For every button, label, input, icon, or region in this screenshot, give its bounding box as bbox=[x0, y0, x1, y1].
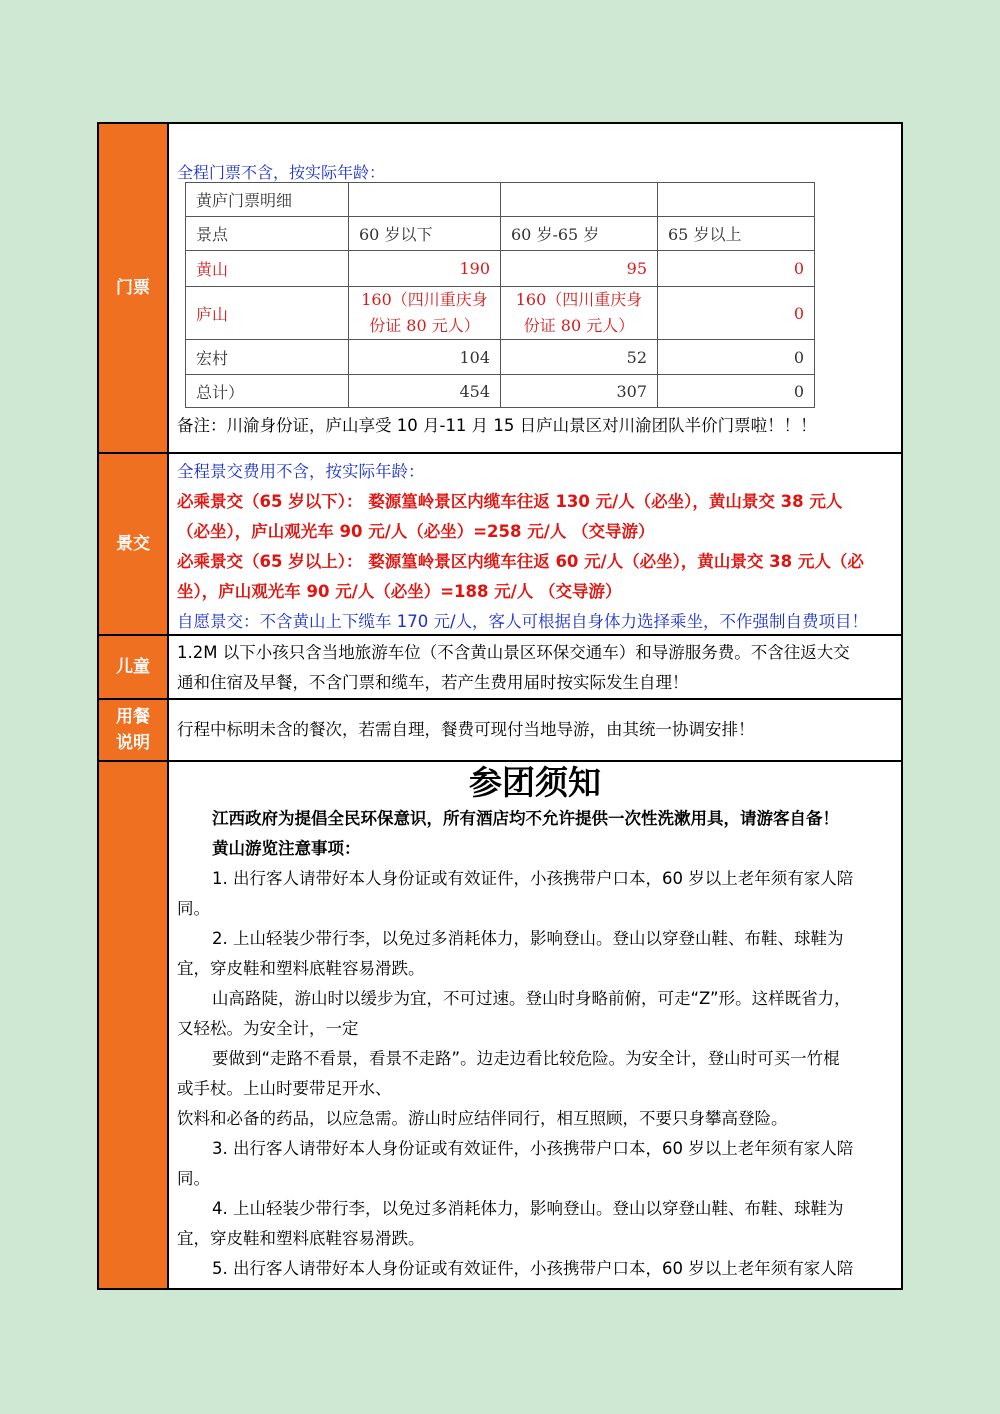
price-cell: 52 bbox=[501, 340, 658, 375]
table-row bbox=[186, 375, 815, 408]
ticket-label: 门票 bbox=[99, 124, 169, 452]
table-row bbox=[186, 340, 815, 375]
price-cell: 0 bbox=[658, 251, 815, 287]
transport-intro: 全程景交费用不含，按实际年龄： bbox=[177, 462, 425, 481]
notice-heading: 参团须知 bbox=[469, 763, 601, 802]
header-cell: 景点 bbox=[186, 217, 349, 251]
transport-label: 景交 bbox=[99, 454, 169, 634]
spot-cell: 总计） bbox=[186, 375, 349, 408]
table-row bbox=[186, 287, 815, 340]
price-cell: 0 bbox=[658, 340, 815, 375]
spot-cell: 宏村 bbox=[186, 340, 349, 375]
price-cell: 307 bbox=[501, 375, 658, 408]
children-row bbox=[99, 636, 901, 700]
table-title: 黄庐门票明细 bbox=[186, 183, 349, 217]
price-cell: 160（四川重庆身份证 80 元人） bbox=[501, 287, 658, 340]
header-cell: 60 岁-65 岁 bbox=[501, 217, 658, 251]
ticket-price-table bbox=[185, 182, 815, 408]
transport-over65: 必乘景交（65 岁以上）： 婺源篁岭景区内缆车往返 60 元/人（必坐），黄山景交 38 元人（必 坐），庐山观光车 90 元/人（必坐）=188 元/人 （交导游） bbox=[177, 552, 864, 601]
transport-under65: 必乘景交（65 岁以下）： 婺源篁岭景区内缆车往返 130 元/人（必坐），黄山景交 38 元人 （必坐），庐山观光车 90 元/人（必坐）=258 元/人 （交导游） bbox=[177, 492, 843, 541]
meals-label: 用餐 说明 bbox=[99, 700, 169, 760]
children-label: 儿童 bbox=[99, 636, 169, 698]
price-cell: 104 bbox=[349, 340, 501, 375]
meals-content: 行程中标明未含的餐次，若需自理，餐费可现付当地导游，由其统一协调安排！ bbox=[177, 720, 755, 739]
price-cell: 95 bbox=[501, 251, 658, 287]
huangshan-notice-title: 黄山游览注意事项： bbox=[212, 839, 361, 858]
ticket-note: 备注：川渝身份证，庐山享受 10 月-11 月 15 日庐山景区对川渝团队半价门票啦！！！ bbox=[177, 416, 817, 435]
notice-content: 参团须知 江西政府为提倡全民环保意识，所有酒店均不允许提供一次性洗漱用具，请游客自备！ 黄山游览注意事项： 1. 出行客人请带好本人身份证或有效证件，小孩携带户口本，60 岁以上老年须有家人陪 同。 2. 上山轻装少带行李，以免过多消耗体力，影响登山。登山以穿登山鞋、布鞋、球鞋为 宜，穿皮鞋和塑料底鞋容易滑跌。 山高路陡，游山时以缓步为宜，不可过速。登山时身略前俯，可走“Z”形。这样既省力， 又轻松。为安全计，一定 要做到“走路不看景，看景不走路”。边走边看比较危险。为安全计，登山时可买一竹棍 或手杖。上山时要带足开水、 饮料和必备的药品，以应急需。游山时应结伴同行，相互照顾，不要只身攀高登险。 3. 出行客人请带好本人身份证或有效证件，小孩携带户口本，60 岁以上老年须有家人陪 同。 4. 上山轻装少带行李，以免过多消耗体力，影响登山。登山以穿登山鞋、布鞋、球鞋为 宜，穿皮鞋和塑料底鞋容易滑跌。 5. 出行客人请带好本人身份证或有效证件，小孩携带户口本，60 岁以上老年须有家人陪 bbox=[169, 762, 901, 1288]
itinerary-table bbox=[97, 122, 903, 1290]
notice-row bbox=[99, 762, 901, 1288]
table-row bbox=[186, 251, 815, 287]
transport-content bbox=[169, 454, 901, 634]
notice-label bbox=[99, 762, 169, 1288]
ticket-intro: 全程门票不含，按实际年龄： bbox=[177, 163, 386, 182]
transport-optional: 自愿景交：不含黄山上下缆车 170 元/人，客人可根据自身体力选择乘坐，不作强制自费项目！ bbox=[177, 612, 869, 631]
meals-row bbox=[99, 700, 901, 762]
ticket-content bbox=[169, 124, 901, 452]
env-notice: 江西政府为提倡全民环保意识，所有酒店均不允许提供一次性洗漱用具，请游客自备！ bbox=[212, 809, 839, 828]
price-cell: 454 bbox=[349, 375, 501, 408]
price-cell: 0 bbox=[658, 375, 815, 408]
price-cell: 0 bbox=[658, 287, 815, 340]
spot-cell: 庐山 bbox=[186, 287, 349, 340]
spot-cell: 黄山 bbox=[186, 251, 349, 287]
children-content: 1.2M 以下小孩只含当地旅游车位（不含黄山景区环保交通车）和导游服务费。不含往返大交 通和住宿及早餐，不含门票和缆车，若产生费用届时按实际发生自理！ bbox=[177, 643, 850, 692]
transport-row bbox=[99, 454, 901, 636]
price-cell: 160（四川重庆身份证 80 元人） bbox=[349, 287, 501, 340]
table-header-row bbox=[186, 217, 815, 251]
header-cell: 60 岁以下 bbox=[349, 217, 501, 251]
ticket-row bbox=[99, 124, 901, 454]
header-cell: 65 岁以上 bbox=[658, 217, 815, 251]
price-cell: 190 bbox=[349, 251, 501, 287]
